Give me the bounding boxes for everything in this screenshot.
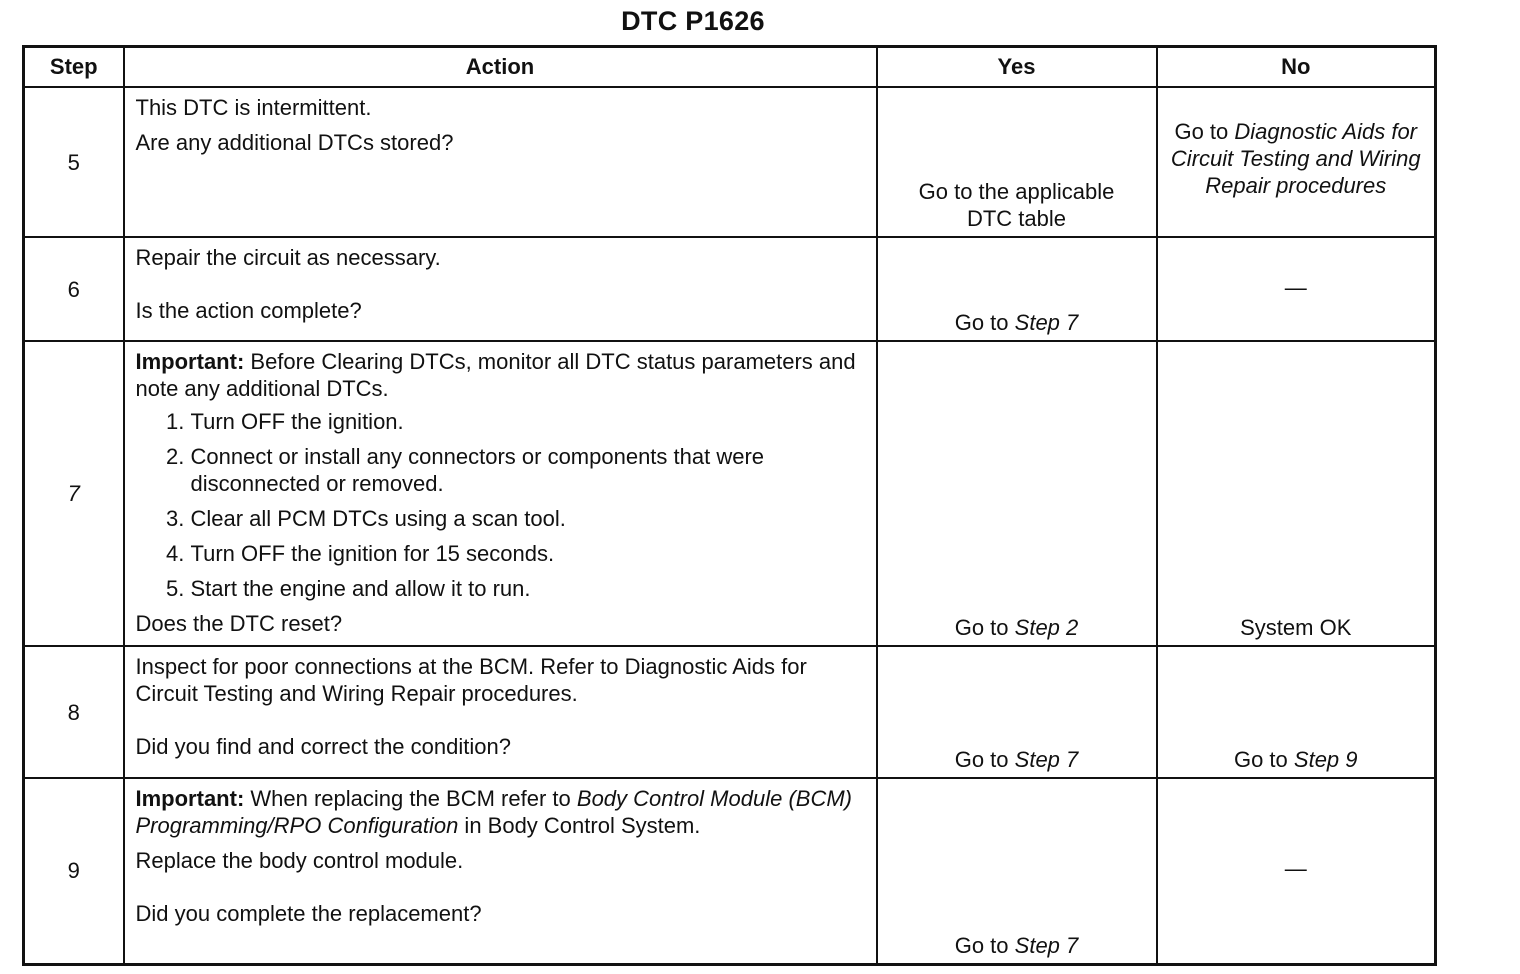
no-prefix: Go to: [1233, 747, 1288, 772]
list-item: 5. Start the engine and allow it to run.: [191, 575, 866, 602]
yes-cell: [877, 341, 1157, 646]
no-ref: Step 9: [1293, 747, 1358, 772]
list-item: 1. Turn OFF the ignition.: [191, 408, 866, 435]
action-cell: [124, 646, 877, 778]
list-item: 4. Turn OFF the ignition for 15 seconds.: [191, 540, 866, 567]
yes-prefix: Go to: [954, 932, 1009, 958]
action-question: Did you find and correct the condition?: [135, 734, 511, 759]
important-text: When replacing the BCM refer to: [250, 786, 571, 811]
list-item: 2. Connect or install any connectors or components that were disconnected or removed.: [191, 443, 866, 497]
yes-cell: [877, 87, 1157, 237]
header-row: [24, 47, 1436, 88]
step-number: 5: [24, 87, 124, 237]
no-text: System OK: [1240, 615, 1352, 640]
no-cell: [1157, 237, 1436, 341]
yes-prefix: Go to: [954, 615, 1009, 640]
no-cell: [1157, 87, 1436, 237]
no-text: —: [1284, 274, 1307, 300]
table-row-step-6: [24, 237, 1436, 341]
header-yes: Yes: [877, 47, 1157, 88]
no-cell: [1157, 341, 1436, 646]
action-text: This DTC is intermittent.: [135, 95, 372, 120]
important-note: [136, 348, 866, 402]
yes-cell: [877, 778, 1157, 964]
step-number: 8: [24, 646, 124, 778]
no-text: —: [1284, 856, 1307, 882]
page-title: DTC P1626: [621, 6, 765, 36]
yes-ref: Step 2: [1014, 615, 1079, 640]
action-question: Does the DTC reset?: [135, 611, 343, 636]
yes-text: Go to the applicable DTC table: [918, 179, 1115, 231]
important-text: Before Clearing DTCs, monitor all DTC status parameters and note any additional DTCs.: [135, 349, 856, 401]
important-label: Important:: [135, 786, 245, 811]
procedure-list: [136, 408, 866, 602]
table-row-step-9: [24, 778, 1436, 964]
header-no: No: [1157, 47, 1436, 88]
step-number: 9: [24, 778, 124, 964]
yes-prefix: Go to: [954, 310, 1009, 335]
table-row-step-8: [24, 646, 1436, 778]
yes-ref: Step 7: [1014, 932, 1079, 958]
action-text: Inspect for poor connections at the BCM. Refer to Diagnostic Aids for Circuit Testing and Wiring Repair procedures.: [135, 654, 807, 706]
header-step: Step: [24, 47, 124, 88]
action-question: Are any additional DTCs stored?: [135, 130, 454, 155]
yes-cell: [877, 237, 1157, 341]
table-row-step-5: [24, 87, 1436, 237]
yes-ref: Step 7: [1014, 747, 1079, 772]
action-cell: [124, 87, 877, 237]
no-prefix: Go to: [1174, 119, 1229, 144]
no-ref: Diagnostic Aids for Circuit Testing and Wiring Repair procedures: [1170, 119, 1421, 198]
action-question: Did you complete the replacement?: [135, 901, 482, 926]
step-number: 6: [24, 237, 124, 341]
header-action: Action: [124, 47, 877, 88]
table-row-step-7: [24, 341, 1436, 646]
important-ref: Body Control Module (BCM) Programming/RPO Configuration: [135, 786, 852, 838]
yes-prefix: Go to: [954, 747, 1009, 772]
action-cell: [124, 778, 877, 964]
list-item: 3. Clear all PCM DTCs using a scan tool.: [191, 505, 866, 532]
no-cell: [1157, 778, 1436, 964]
action-question: Is the action complete?: [135, 298, 362, 323]
action-text: Replace the body control module.: [135, 848, 464, 873]
important-tail: in Body Control System.: [458, 813, 701, 838]
action-cell: [124, 341, 877, 646]
action-text: Repair the circuit as necessary.: [135, 245, 441, 270]
important-label: Important:: [135, 349, 245, 374]
yes-ref: Step 7: [1014, 310, 1079, 335]
important-note: [136, 785, 866, 839]
step-number: 7: [24, 341, 124, 646]
action-cell: [124, 237, 877, 341]
no-cell: [1157, 646, 1436, 778]
yes-cell: [877, 646, 1157, 778]
diagnostic-table: [22, 45, 1437, 966]
